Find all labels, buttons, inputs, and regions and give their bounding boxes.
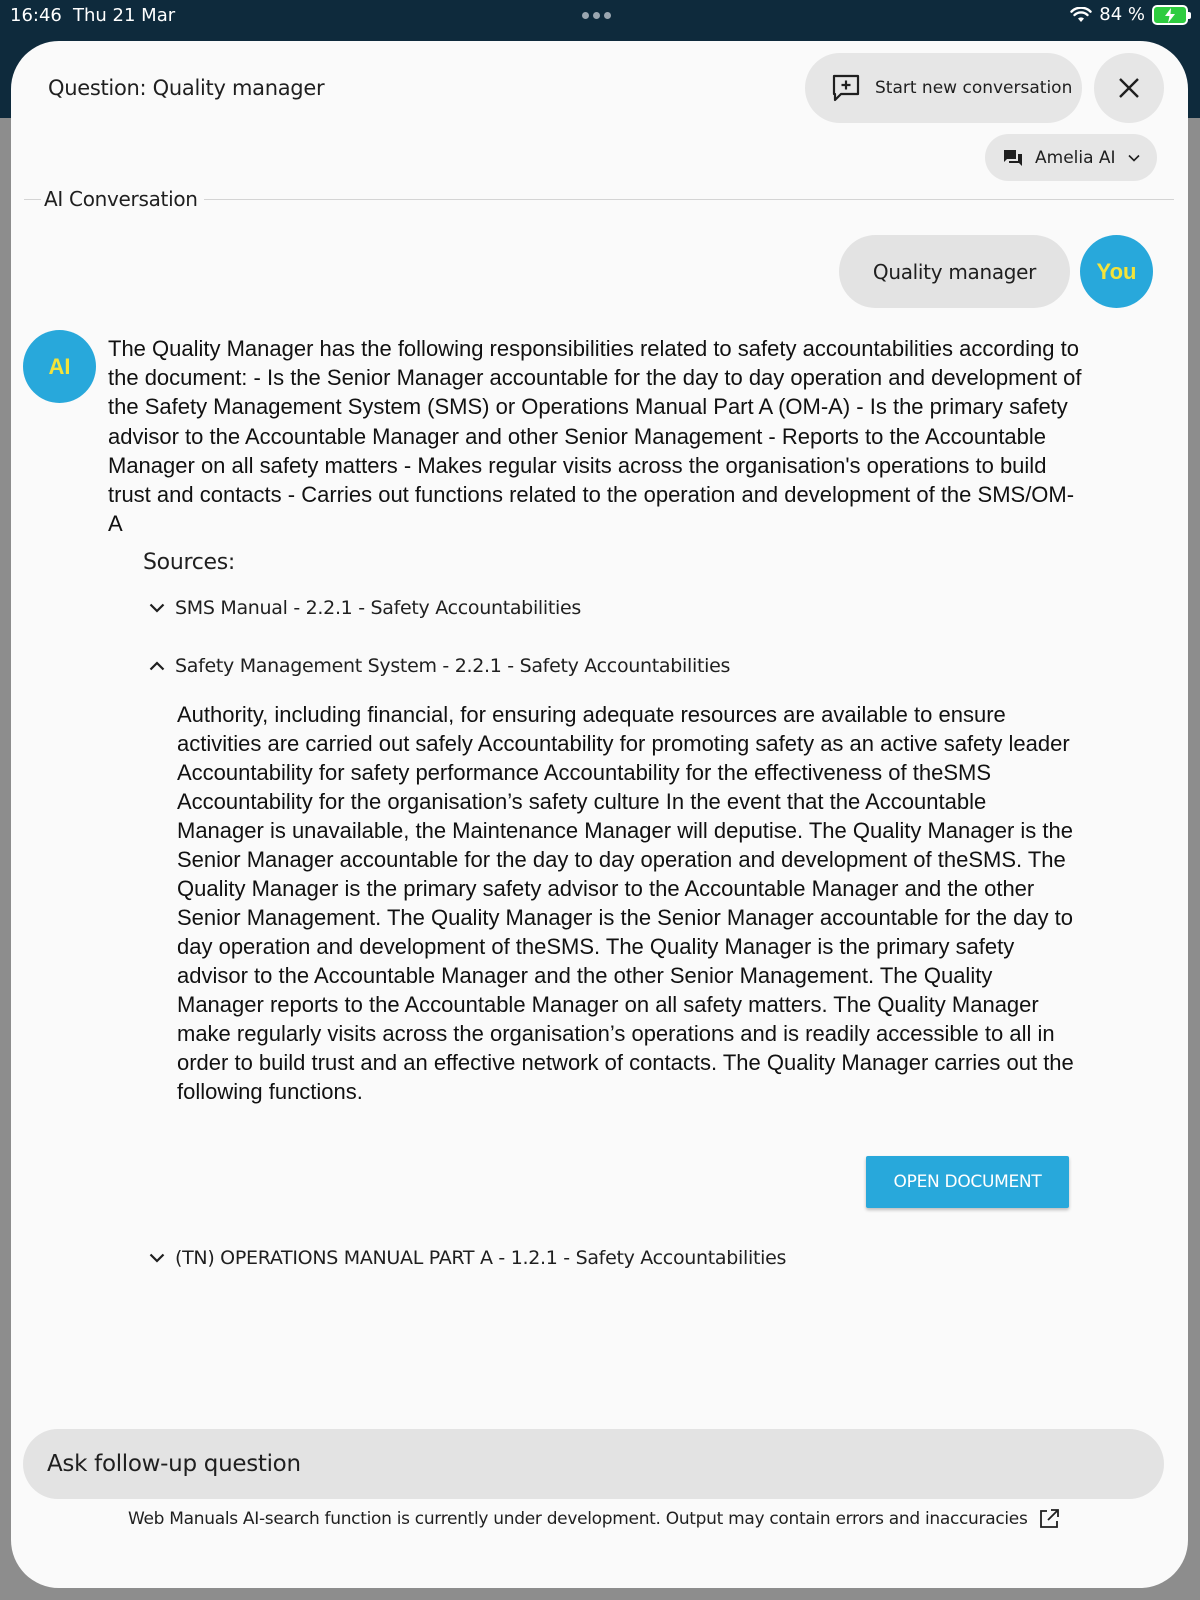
model-selector[interactable] — [985, 134, 1157, 181]
model-selector-label: Amelia AI — [1035, 147, 1116, 168]
source-label: Safety Management System - 2.2.1 - Safety Accountabilities — [175, 655, 731, 677]
source-item-safety-management-system[interactable] — [149, 655, 730, 677]
user-message-bubble: Quality manager — [839, 235, 1070, 308]
wifi-icon — [1070, 7, 1092, 23]
user-avatar: You — [1080, 235, 1153, 308]
page-title: Question: Quality manager — [48, 76, 325, 100]
start-new-conversation-button[interactable] — [805, 53, 1082, 123]
chevron-down-icon — [1128, 154, 1140, 162]
disclaimer-text: Web Manuals AI-search function is currently under development. Output may contain errors and inaccuracies — [128, 1509, 1028, 1529]
sources-heading: Sources: — [143, 550, 236, 575]
start-new-conversation-label: Start new conversation — [875, 78, 1073, 98]
chat-icon — [1003, 149, 1023, 167]
close-icon — [1118, 77, 1140, 99]
source-label: (TN) OPERATIONS MANUAL PART A - 1.2.1 - Safety Accountabilities — [175, 1247, 787, 1269]
ai-avatar: AI — [23, 330, 96, 403]
status-date: Thu 21 Mar — [73, 5, 176, 26]
source-label: SMS Manual - 2.2.1 - Safety Accountabilities — [175, 597, 581, 619]
chevron-down-icon — [149, 1253, 165, 1263]
external-link-icon[interactable] — [1038, 1508, 1060, 1530]
status-time: 16:46 — [10, 5, 62, 26]
ai-conversation-modal — [11, 41, 1188, 1588]
disclaimer — [128, 1508, 1060, 1530]
chevron-down-icon — [149, 603, 165, 613]
battery-percent: 84 % — [1099, 4, 1145, 25]
source-excerpt-text: Authority, including financial, for ensuring adequate resources are available to ensure activities are carried out safely Accountability for promoting safety as an active safety leader Accountability for safety performance Accountability for the effectiveness of theSMS Accountability for the organisation’s safety culture In the event that the Accountable Manager is unavailable, the Maintenance Manager will deputise. The Quality Manager is the Senior Manager accountable for the day to day operation and development of theSMS. The Quality Manager is the primary safety advisor to the Accountable Manager and the other Senior Management. The Quality Manager is the Senior Manager accountable for the day to day operation and development of theSMS. The Quality Manager is the primary safety advisor to the Accountable Manager and the other Senior Management. The Quality Manager reports to the Accountable Manager on all safety matters. The Quality Manager make regularly visits across the organisation’s operations and is readily accessible to all in order to build trust and an effective network of contacts. The Quality Manager carries out the following functions. — [177, 702, 1074, 1104]
close-button[interactable] — [1094, 53, 1164, 123]
open-document-button[interactable]: OPEN DOCUMENT — [866, 1156, 1069, 1208]
followup-question-input[interactable]: Ask follow-up question — [23, 1429, 1164, 1499]
ai-answer-text: The Quality Manager has the following responsibilities related to safety accountabilities according to the document: - Is the Senior Manager accountable for the day to day operation and development of the Safety Management System (SMS) or Operations Manual Part A (OM-A) - Is the primary safety advisor to the Accountable Manager and other Senior Management - Reports to the Accountable Manager on all safety matters - Makes regular visits across the organisation's operations to build trust and contacts - Carries out functions related to the operation and development of the SMS/OM-A — [108, 336, 1082, 537]
source-item-sms-manual[interactable] — [149, 597, 581, 619]
source-item-operations-manual[interactable] — [149, 1247, 786, 1269]
battery-charging-icon — [1152, 5, 1188, 25]
multitasking-dots-icon[interactable] — [582, 12, 611, 19]
section-label: AI Conversation — [41, 187, 204, 211]
add-chat-icon — [831, 74, 861, 102]
status-indicators — [1070, 4, 1188, 25]
chevron-up-icon — [149, 661, 165, 671]
